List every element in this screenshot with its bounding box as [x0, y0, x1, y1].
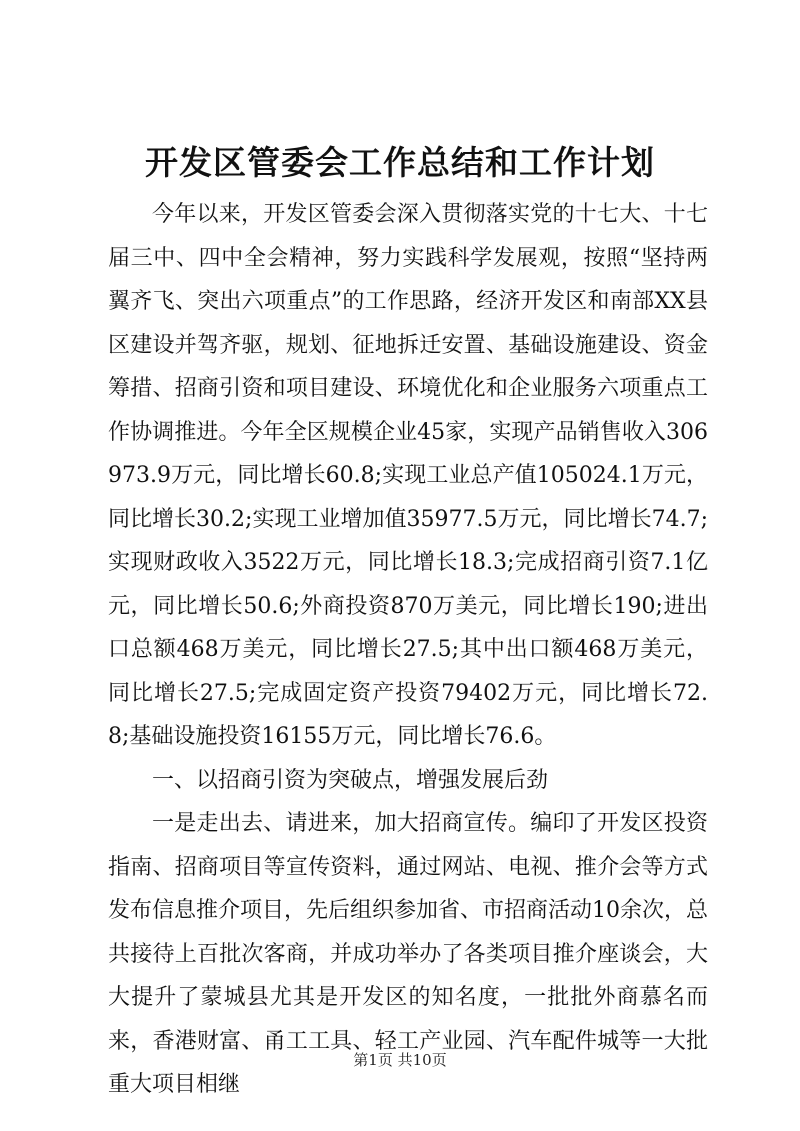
section-heading: 一、以招商引资为突破点，增强发展后劲	[152, 767, 549, 793]
document-body	[108, 193, 708, 1107]
document-title: 开发区管委会工作总结和工作计划	[145, 143, 655, 182]
section-paragraph: 一是走出去、请进来，加大招商宣传。编印了开发区投资指南、招商项目等宣传资料，通过网站、电视、推介会等方式发布信息推介项目，先后组织参加省、市招商活动10余次，总共接待上百批次客商，并成功举办了各类项目推介座谈会，大大提升了蒙城县尤其是开发区的知名度，一批批外商慕名而来，香港财富、甬工工具、轻工产业园、汽车配件城等一大批重大项目相继	[108, 811, 708, 1097]
intro-paragraph: 今年以来，开发区管委会深入贯彻落实党的十七大、十七届三中、四中全会精神，努力实践科学发展观，按照“坚持两翼齐飞、突出六项重点”的工作思路，经济开发区和南部XX县区建设并驾齐驱，规划、征地拆迁安置、基础设施建设、资金筹措、招商引资和项目建设、环境优化和企业服务六项重点工作协调推进。今年全区规模企业45家，实现产品销售收入306973.9万元，同比增长60.8;实现工业总产值105024.1万元，同比增长30.2;实现工业增加值35977.5万元，同比增长74.7;实现财政收入3522万元，同比增长18.3;完成招商引资7.1亿元，同比增长50.6;外商投资870万美元，同比增长190;进出口总额468万美元，同比增长27.5;其中出口额468万美元，同比增长27.5;完成固定资产投资79402万元，同比增长72.8;基础设施投资16155万元，同比增长76.6。	[108, 202, 708, 749]
page-number-footer: 第1页 共10页	[353, 1051, 447, 1069]
